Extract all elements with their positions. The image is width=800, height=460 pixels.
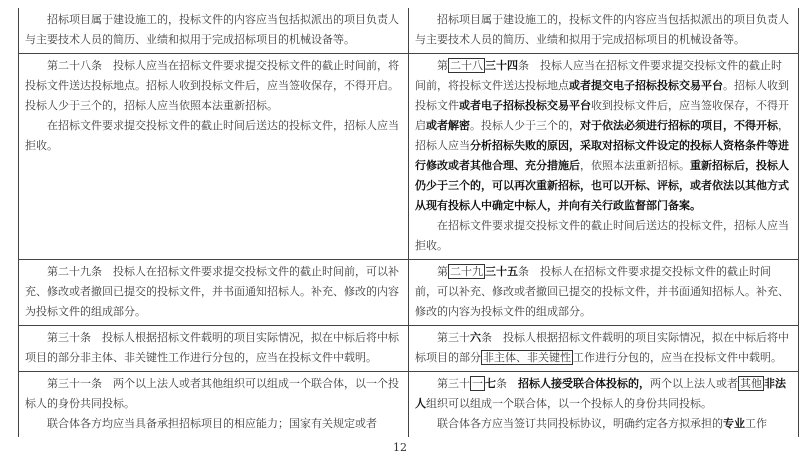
original-paragraph: 第二十八条 投标人应当在招标文件要求提交投标文件的截止时间前，将投标文件送达投标地点。招标人收到投标文件后，应当签收保存，不得开启。投标人少于三个的，招标人应当依照本法重新招标。 <box>25 59 399 112</box>
added-text: 分析招标失败的原因，采取对招标文件设定的投标人资格条件等进行修改或者其他合理、充分措施后 <box>415 139 789 172</box>
text-segment: 条 投标人根据招标文件载明的项目实际情况，拟在中标后将中标项目的部分 <box>415 331 789 364</box>
text-segment: 第 <box>437 59 448 72</box>
original-paragraph: 第三十一条 两个以上法人或者其他组织可以组成一个联合体，以一个投标人的身份共同投标。 <box>25 377 399 410</box>
added-text: 或者电子招标投标交易平台 <box>459 99 591 112</box>
revised-paragraph <box>415 414 792 434</box>
added-text: 或者提交电子招标投标交易平台 <box>569 79 723 92</box>
revised-text-cell <box>409 8 799 54</box>
original-paragraph: 招标项目属于建设施工的，投标文件的内容应当包括拟派出的项目负责人与主要技术人员的简历、业绩和拟用于完成招标项目的机械设备等。 <box>25 13 399 46</box>
page-number: 12 <box>393 441 407 454</box>
deleted-text-box: 二十八 <box>450 59 483 72</box>
original-text-cell <box>19 260 409 326</box>
table-row <box>19 372 799 438</box>
table-row <box>19 260 799 326</box>
text-segment: 第三十 <box>437 377 470 390</box>
text-segment: 两个以上法人或者 <box>650 377 738 390</box>
original-paragraph: 第二十九条 投标人在招标文件要求提交投标文件的截止时间前，可以补充、修改或者撤回已提交的投标文件，并书面通知招标人。补充、修改的内容为投标文件的组成部分。 <box>25 265 399 318</box>
text-segment: ，依照本法重新招标。 <box>580 159 690 172</box>
text-segment: 。招标人收到投标文件 <box>415 79 789 112</box>
added-text: 专业 <box>723 417 745 430</box>
deleted-text-box: 一 <box>472 377 483 390</box>
revised-paragraph <box>415 10 792 50</box>
added-text: 非法人 <box>415 377 786 410</box>
original-paragraph: 联合体各方均应当具备承担招标项目的相应能力；国家有关规定或者 <box>47 417 377 430</box>
revised-paragraph <box>415 262 792 322</box>
text-segment: ，招标人应当 <box>415 119 789 152</box>
revised-paragraph <box>415 56 792 216</box>
added-text: 七 <box>485 377 496 390</box>
original-paragraph: 在招标文件要求提交投标文件的截止时间后送达的投标文件，招标人应当拒收。 <box>25 119 399 152</box>
added-text: 六 <box>470 331 481 344</box>
text-segment: 组织可以组成一个联合体，以一个投标人的身份共同投标。 <box>426 397 712 410</box>
table-row <box>19 326 799 372</box>
added-text: 三十五 <box>485 265 518 278</box>
revised-text-cell <box>409 54 799 260</box>
revised-text-cell <box>409 372 799 438</box>
original-text-cell <box>19 326 409 372</box>
table-row <box>19 54 799 260</box>
added-text: 重新招标后，投标人仍少于三个的，可以再次重新招标，也可以开标、评标，或者依法以其他方式从现有投标人中确定中标人，并向有关行政监督部门备案。 <box>415 159 789 212</box>
original-paragraph: 第三十条 投标人根据招标文件载明的项目实际情况，拟在中标后将中标项目的部分非主体、非关键性工作进行分包的，应当在投标文件中载明。 <box>25 331 399 364</box>
text-segment: 条 <box>496 377 518 390</box>
original-text-cell <box>19 8 409 54</box>
table-row <box>19 8 799 54</box>
text-segment: 条 投标人在招标文件要求提交投标文件的截止时间前，可以补充、修改或者撤回已提交的投标文件，并书面通知招标人。补充、修改的内容为投标文件的组成部分。 <box>415 265 789 318</box>
text-segment: 条 投标人应当在招标文件要求提交投标文件的截止时间前，将投标文件送达投标地点 <box>415 59 782 92</box>
added-text: 对于依法必须进行招标的项目，不得开标 <box>580 119 778 132</box>
deleted-text-box: 其他 <box>740 377 762 390</box>
added-text: 招标人接受联合体投标的， <box>518 377 650 390</box>
revised-paragraph <box>415 328 792 368</box>
text-segment: 。投标人少于三个的， <box>470 119 580 132</box>
revised-text-cell <box>409 326 799 372</box>
comparison-table <box>18 8 799 437</box>
text-segment: 工作进行分包的，应当在投标文件中载明。 <box>573 351 782 364</box>
revised-text-cell <box>409 260 799 326</box>
deleted-text-box: 二十九 <box>450 265 483 278</box>
text-segment: 第三十 <box>437 331 470 344</box>
text-segment: 工作 <box>745 417 767 430</box>
deleted-text-box: 非主体、非关键性 <box>483 351 571 364</box>
text-segment: 第 <box>437 265 448 278</box>
added-text: 或者解密 <box>426 119 470 132</box>
original-text-cell <box>19 54 409 260</box>
revised-paragraph <box>415 216 792 256</box>
text-segment: 招标项目属于建设施工的，投标文件的内容应当包括拟派出的项目负责人与主要技术人员的简历、业绩和拟用于完成招标项目的机械设备等。 <box>415 13 789 46</box>
added-text: 三十四 <box>485 59 518 72</box>
text-segment: 联合体各方应当签订共同投标协议，明确约定各方拟承担的 <box>437 417 723 430</box>
text-segment: 在招标文件要求提交投标文件的截止时间后送达的投标文件，招标人应当拒收。 <box>415 219 789 252</box>
revised-paragraph <box>415 374 792 414</box>
original-text-cell <box>19 372 409 438</box>
text-segment: 收到投标文件后，应当签收保存，不得开启 <box>415 99 789 132</box>
